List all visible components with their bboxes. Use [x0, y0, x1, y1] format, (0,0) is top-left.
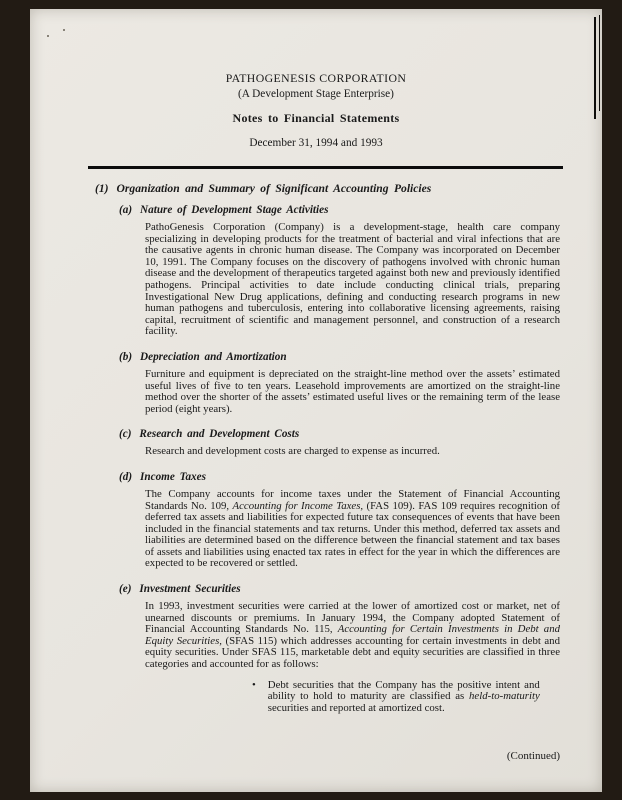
- section-title: Organization and Summary of Significant Accounting Policies: [116, 182, 432, 195]
- subsection-heading: [119, 351, 560, 363]
- subsection-title: Investment Securities: [139, 583, 241, 596]
- document-page: [30, 9, 602, 792]
- paragraph: The Company accounts for income taxes under the Statement of Financial Accounting Standards No. 109, Accounting for Income Taxes, (FAS 109). FAS 109 requires recognition of deferred tax assets and liabilities for expected future tax consequences of events that have been included in the financial statements and tax returns. Under this method, deferred tax assets and liabilities are determined based on the difference between the financial statement and tax bases of assets and liabilities using enacted tax rates in effect for the year in which the differences are expected to be recovered or settled.: [145, 487, 561, 570]
- subsection-heading: [119, 428, 560, 440]
- bullet-item: [252, 680, 560, 715]
- scan-artifact-line: [599, 15, 600, 111]
- scan-speck: [47, 35, 49, 37]
- subsection-d: [95, 471, 560, 570]
- document-title: Notes to Financial Statements: [232, 111, 400, 125]
- paragraph: Research and development costs are charged to expense as incurred.: [145, 445, 440, 458]
- subsection-heading: [119, 583, 560, 595]
- subsection-label: (e): [119, 583, 132, 596]
- subsection-title: Depreciation and Amortization: [140, 350, 287, 363]
- company-name: PATHOGENESIS CORPORATION: [225, 71, 407, 85]
- continued-note: (Continued): [506, 750, 560, 762]
- document-body: [30, 169, 602, 714]
- subsection-heading: [119, 471, 560, 483]
- subsection-e: [95, 583, 560, 714]
- subsection-label: (a): [119, 204, 133, 216]
- paragraph: PathoGenesis Corporation (Company) is a development-stage, health care company specializing in developing products for the treatment of bacterial and viral infections that are the causative agents in chronic human disease. The Company was incorporated on December 10, 1991. The Company focuses on the discovery of pathogens involved with chronic human disease and the development of therapeutics targeted against both new and previously identified pathogens. Principal activities to date include conducting clinical trials, preparing Investigational New Drug applications, defining and conducting research programs in new human pathogens and tuberculosis, entering into collaborative licensing agreements, raising capital, recruitment of scientific and management personnel, and construction of a research facility.: [145, 221, 560, 338]
- subsection-b: [95, 351, 560, 415]
- scan-artifact-line: [594, 17, 596, 119]
- subsection-label: (b): [119, 350, 133, 363]
- subsection-heading: [119, 204, 560, 216]
- bullet-marker: •: [252, 678, 256, 691]
- document-header: [30, 9, 602, 149]
- bullet-text: Debt securities that the Company has the positive intent and ability to hold to maturity are classified as held-to-maturity securities and reported at amortized cost.: [267, 678, 540, 714]
- subsection-title: Nature of Development Stage Activities: [140, 204, 329, 216]
- subsection-title: Research and Development Costs: [139, 428, 300, 441]
- document-date: December 31, 1994 and 1993: [249, 137, 383, 149]
- subsection-title: Income Taxes: [140, 470, 206, 483]
- section-number: (1): [95, 182, 109, 195]
- subsection-a: [95, 204, 560, 338]
- subsection-label: (d): [119, 470, 133, 483]
- paragraph: In 1993, investment securities were carried at the lower of amortized cost or market, net of unearned discounts or premiums. In January 1994, the Company adopted Statement of Financial Accounting Standards No. 115, Accounting for Certain Investments in Debt and Equity Securities, (SFAS 115) which addresses accounting for certain investments in debt and equity securities. Under SFAS 115, marketable debt and equity securities are classified in three categories and accounted for as follows:: [145, 600, 561, 671]
- subsection-c: [95, 428, 560, 458]
- company-subtitle: (A Development Stage Enterprise): [238, 88, 394, 100]
- scan-speck: [63, 29, 65, 31]
- section-heading: [95, 182, 560, 195]
- paragraph: Furniture and equipment is depreciated on the straight-line method over the assets’ estimated useful lives of five to ten years. Leasehold improvements are amortized on the straight-line method over the shorter of the assets’ estimated useful lives or the remaining term of the lease period (eight years).: [145, 367, 560, 415]
- subsection-label: (c): [119, 428, 132, 441]
